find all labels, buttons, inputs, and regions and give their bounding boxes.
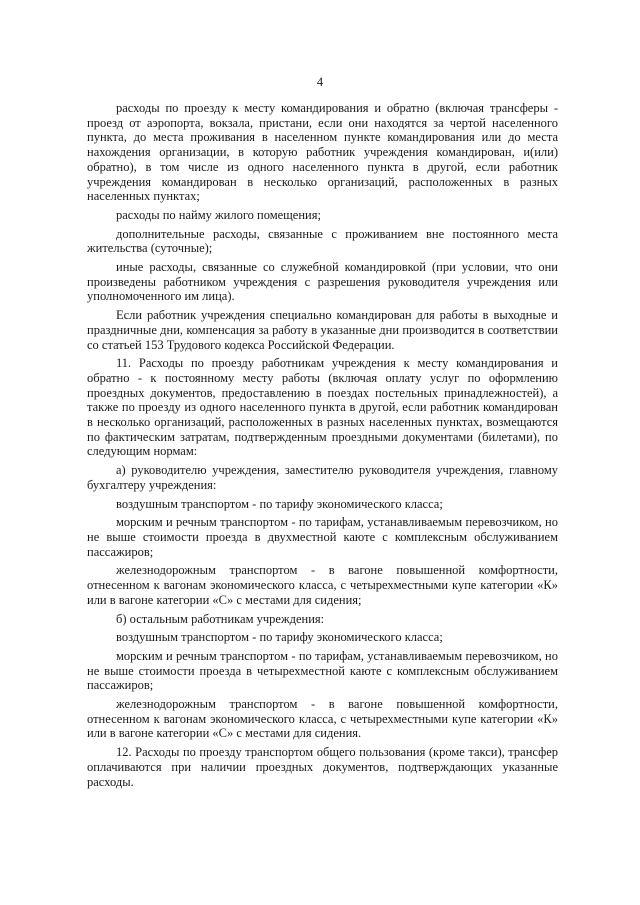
paragraph-rail-transport-a: железнодорожным транспортом - в вагоне повышенной комфортности, отнесенном к вагонам экономического класса, с четырехместными купе категории «К» или в вагоне категории «С» с местами для сидения; <box>87 563 558 607</box>
paragraph-weekend-work: Если работник учреждения специально командирован для работы в выходные и праздничные дни, компенсация за работу в указанные дни производится в соответствии со статьей 153 Трудового кодекса Российской Федерации. <box>87 308 558 352</box>
paragraph-item-12: 12. Расходы по проезду транспортом общего пользования (кроме такси), трансфер оплачиваются при наличии проездных документов, подтверждающих указанные расходы. <box>87 745 558 789</box>
paragraph-item-11b: б) остальным работникам учреждения: <box>116 611 325 626</box>
paragraph-sea-river-transport-a: морским и речным транспортом - по тарифам, устанавливаемым перевозчиком, но не выше стоимости проезда в двухместной каюте с комплексным обслуживанием пассажиров; <box>87 515 558 559</box>
paragraph-daily-allowance: дополнительные расходы, связанные с проживанием вне постоянного места жительства (суточные); <box>87 226 558 256</box>
paragraph-rail-transport-b: железнодорожным транспортом - в вагоне повышенной комфортности, отнесенном к вагонам экономического класса, с четырехместными купе категории «К» или в вагоне категории «С» с местами для сидения. <box>87 697 558 741</box>
paragraph-item-11a: а) руководителю учреждения, заместителю руководителя учреждения, главному бухгалтеру учреждения: <box>87 463 558 492</box>
page-number: 4 <box>316 75 324 89</box>
paragraph-air-transport-a: воздушным транспортом - по тарифу экономического класса; <box>116 496 443 511</box>
document-body <box>87 101 558 793</box>
paragraph-item-11: 11. Расходы по проезду работникам учреждения к месту командирования и обратно - к постоянному месту работы (включая оплату услуг по оформлению проездных документов, предоставлению в поездах постельных принадлежностей), а также по проезду из одного населенного пункта в другой, если работник командирован в несколько организаций, расположенных в разных населенных пунктах, возмещаются по фактическим затратам, подтвержденным проездными документами (билетами), по следующим нормам: <box>87 356 558 459</box>
paragraph-housing-expenses: расходы по найму жилого помещения; <box>116 207 321 222</box>
paragraph-air-transport-b: воздушным транспортом - по тарифу экономического класса; <box>116 630 443 645</box>
paragraph-travel-expenses: расходы по проезду к месту командирования и обратно (включая трансферы - проезд от аэропорта, вокзала, пристани, если они находятся за чертой населенного пункта, до места проживания в населенном пункте командирования или до места нахождения организации, в которую работник учреждения командирован, и(или) обратно), в том числе из одного населенного пункта в другой, если работник учреждения командирован в несколько организаций, расположенных в разных населенных пунктах; <box>87 101 558 204</box>
paragraph-sea-river-transport-b: морским и речным транспортом - по тарифам, устанавливаемым перевозчиком, но не выше стоимости проезда в четырехместной каюте с комплексным обслуживанием пассажиров; <box>87 648 558 693</box>
paragraph-other-expenses: иные расходы, связанные со служебной командировкой (при условии, что они произведены работником учреждения с разрешения руководителя учреждения или уполномоченного им лица). <box>87 260 558 304</box>
